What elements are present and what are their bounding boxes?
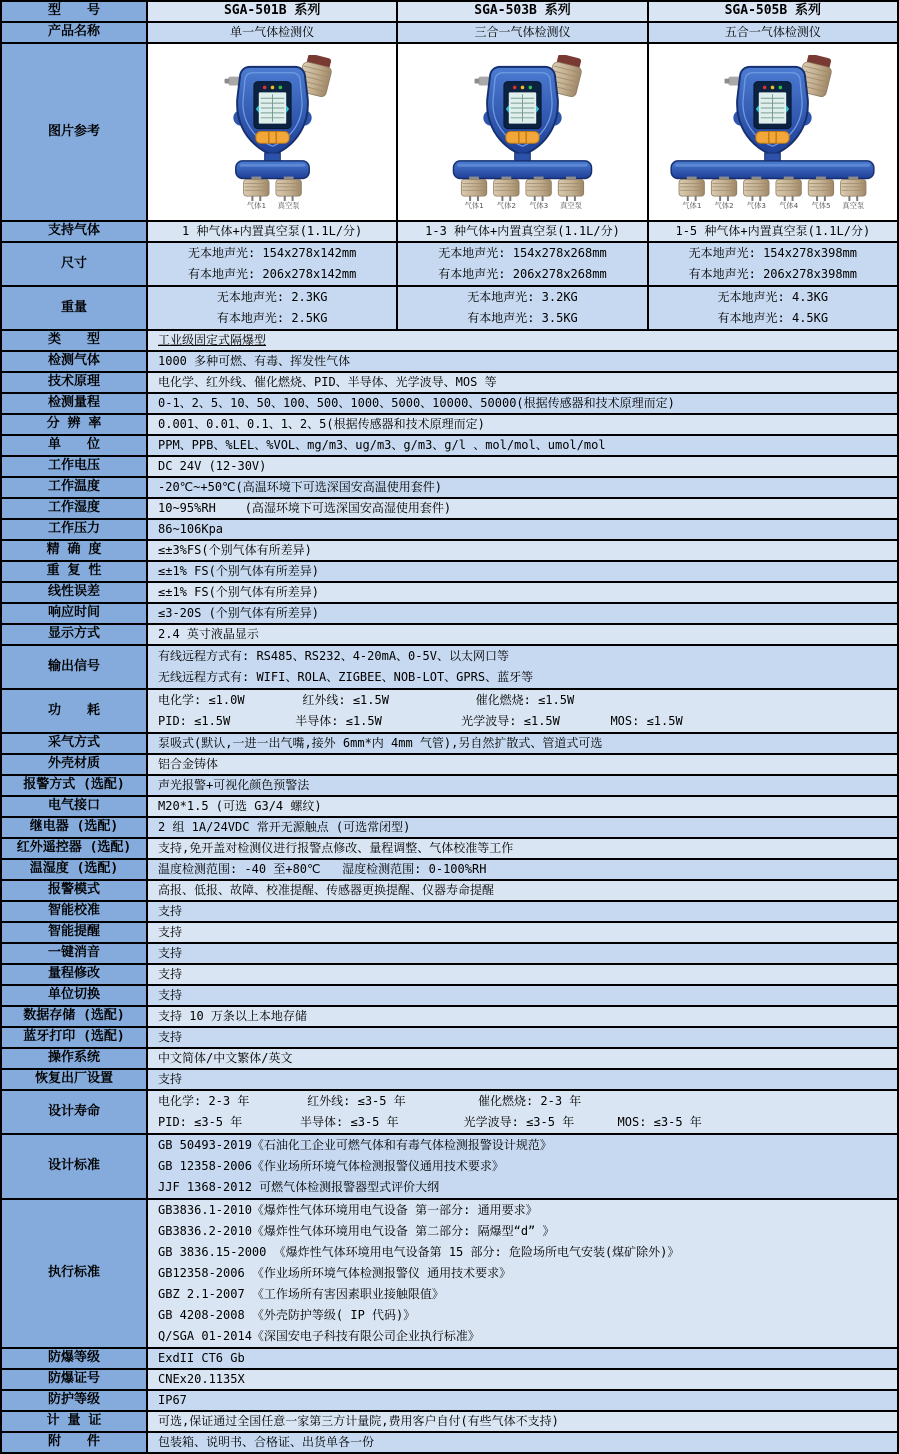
cell-text: IP67 xyxy=(158,1393,187,1407)
row-protection-grade xyxy=(2,1389,897,1410)
row-label-ir-remote-optional: 红外遥控器 (选配) xyxy=(2,839,148,858)
row-label-operating-system: 操作系统 xyxy=(2,1049,148,1068)
row-label-working-temperature: 工作温度 xyxy=(2,478,148,497)
row-alarm-modes xyxy=(2,879,897,900)
cell-text: SGA-501B 系列 xyxy=(223,3,321,19)
cell-alarm-modes xyxy=(148,881,897,900)
row-label-executive-standards: 执行标准 xyxy=(2,1200,148,1347)
row-label-model: 型 号 xyxy=(2,2,148,21)
row-label-unit: 单 位 xyxy=(2,436,148,455)
row-label-unit-switching: 单位切换 xyxy=(2,986,148,1005)
cell-text: GB3836.1-2010《爆炸性气体环境用电气设备 第一部分: 通用要求》 xyxy=(158,1203,538,1217)
cell-explosion-proof-cert xyxy=(148,1370,897,1389)
cell-explosion-proof-grade xyxy=(148,1349,897,1368)
cell-unit xyxy=(148,436,897,455)
device-image xyxy=(405,55,640,209)
cell-text: 无线远程方式有: WIFI、ROLA、ZIGBEE、NOB-LOT、GPRS、蓝牙等 xyxy=(158,670,534,684)
row-label-product-name: 产品名称 xyxy=(2,23,148,42)
device-part-label: 真空泵 xyxy=(842,200,865,209)
cell-text: 支持 xyxy=(158,988,183,1002)
row-label-dimensions: 尺寸 xyxy=(2,243,148,285)
device-part-label: 气体5 xyxy=(811,200,831,209)
row-label-measuring-range: 检测量程 xyxy=(2,394,148,413)
cell-text: ≤±3%FS(个别气体有所差异) xyxy=(158,543,312,557)
row-label-working-voltage: 工作电压 xyxy=(2,457,148,476)
device-image xyxy=(655,55,890,209)
cell-text: 10~95%RH (高湿环境下可选深国安高湿使用套件) xyxy=(158,501,452,515)
row-label-working-pressure: 工作压力 xyxy=(2,520,148,539)
cell-model-col3 xyxy=(649,2,897,21)
row-label-alarm-modes: 报警模式 xyxy=(2,881,148,900)
cell-text: 有本地声光: 4.5KG xyxy=(717,311,829,325)
cell-supported-gases-col3 xyxy=(649,222,897,241)
device-part-label: 气体2 xyxy=(714,200,734,209)
row-executive-standards xyxy=(2,1198,897,1347)
row-supported-gases xyxy=(2,220,897,241)
row-explosion-proof-cert xyxy=(2,1368,897,1389)
cell-electrical-interface xyxy=(148,797,897,816)
cell-range-modification xyxy=(148,965,897,984)
row-label-weight: 重量 xyxy=(2,287,148,329)
row-output-signal xyxy=(2,644,897,688)
row-label-image-reference: 图片参考 xyxy=(2,44,148,220)
cell-text: 86~106Kpa xyxy=(158,522,224,536)
cell-supported-gases-col1 xyxy=(148,222,398,241)
cell-text: 支持 xyxy=(158,925,183,939)
device-part-label: 气体3 xyxy=(529,200,549,209)
cell-text: 无本地声光: 3.2KG xyxy=(467,290,578,304)
row-product-name xyxy=(2,21,897,42)
cell-text: 有本地声光: 2.5KG xyxy=(216,311,328,325)
device-part-label: 气体1 xyxy=(246,200,266,209)
cell-design-standards xyxy=(148,1135,897,1198)
cell-text: 五合一气体检测仪 xyxy=(724,25,821,39)
cell-text: 2.4 英寸液晶显示 xyxy=(158,627,259,641)
cell-text: PPM、PPB、%LEL、%VOL、mg/m3、ug/m3、g/m3、g/l 、mol/mol、umol/mol xyxy=(158,438,606,452)
cell-design-life xyxy=(148,1091,897,1133)
cell-text: PID: ≤3-5 年 半导体: ≤3-5 年 光学波导: ≤3-5 年 MOS: ≤3-5 年 xyxy=(158,1115,702,1129)
cell-dimensions-col2 xyxy=(398,243,648,285)
cell-text: PID: ≤1.5W 半导体: ≤1.5W 光学波导: ≤1.5W MOS: ≤1.5W xyxy=(158,714,683,728)
row-image-reference xyxy=(2,42,897,220)
cell-text: 包装箱、说明书、合格证、出货单各一份 xyxy=(158,1435,375,1449)
cell-text: 铝合金铸体 xyxy=(158,757,219,771)
row-label-resolution: 分 辨 率 xyxy=(2,415,148,434)
cell-text: 无本地声光: 4.3KG xyxy=(717,290,829,304)
cell-power-consumption xyxy=(148,690,897,732)
cell-sampling-method xyxy=(148,734,897,753)
cell-supported-gases-col2 xyxy=(398,222,648,241)
row-electrical-interface xyxy=(2,795,897,816)
cell-dimensions-col3 xyxy=(649,243,897,285)
row-operating-system xyxy=(2,1047,897,1068)
row-model xyxy=(2,2,897,21)
cell-text: GBZ 2.1-2007 《工作场所有害因素职业接触限值》 xyxy=(158,1287,444,1301)
cell-text: 单一气体检测仪 xyxy=(230,25,315,39)
cell-text: ≤3-20S (个别气体有所差异) xyxy=(158,606,320,620)
cell-measuring-range xyxy=(148,394,897,413)
row-label-accessories: 附 件 xyxy=(2,1433,148,1452)
cell-text: -20℃~+50℃(高温环境下可选深国安高温使用套件) xyxy=(158,480,442,494)
cell-text: 有线远程方式有: RS485、RS232、4-20mA、0-5V、以太网口等 xyxy=(158,649,509,663)
cell-resolution xyxy=(148,415,897,434)
row-label-technology: 技术原理 xyxy=(2,373,148,392)
cell-text: 温度检测范围: -40 至+80℃ 湿度检测范围: 0-100%RH xyxy=(158,862,487,876)
row-working-humidity xyxy=(2,497,897,518)
cell-text: 可选,保证通过全国任意一家第三方计量院,费用客户自付(有些气体不支持) xyxy=(158,1414,559,1428)
row-bluetooth-printing-optional xyxy=(2,1026,897,1047)
row-working-pressure xyxy=(2,518,897,539)
cell-repeatability xyxy=(148,562,897,581)
cell-text: GB12358-2006 《作业场所环境气体检测报警仪 通用技术要求》 xyxy=(158,1266,512,1280)
device-part-label: 真空泵 xyxy=(559,200,582,209)
cell-technology xyxy=(148,373,897,392)
cell-text: SGA-503B 系列 xyxy=(474,3,571,19)
cell-text: 泵吸式(默认,一进一出气嘴,接外 6mm*内 4mm 气管),另自然扩散式、管道式可选 xyxy=(158,736,603,750)
cell-text: 支持 10 万条以上本地存储 xyxy=(158,1009,307,1023)
cell-text: 无本地声光: 154x278x268mm xyxy=(438,246,607,260)
row-sampling-method xyxy=(2,732,897,753)
row-label-output-signal: 输出信号 xyxy=(2,646,148,688)
device-part-label: 气体4 xyxy=(779,200,799,209)
cell-unit-switching xyxy=(148,986,897,1005)
cell-text: 高报、低报、故障、校准提醒、传感器更换提醒、仪器寿命提醒 xyxy=(158,883,495,897)
device-part-label: 气体2 xyxy=(496,200,516,209)
row-technology xyxy=(2,371,897,392)
cell-text: 1-5 种气体+内置真空泵(1.1L/分) xyxy=(675,224,871,238)
cell-smart-calibration xyxy=(148,902,897,921)
row-design-life xyxy=(2,1089,897,1133)
image-cell-2 xyxy=(398,44,648,220)
row-design-standards xyxy=(2,1133,897,1198)
cell-working-pressure xyxy=(148,520,897,539)
cell-text: 支持 xyxy=(158,1030,183,1044)
cell-text: 支持,免开盖对检测仪进行报警点修改、量程调整、气体校准等工作 xyxy=(158,841,514,855)
cell-smart-reminder xyxy=(148,923,897,942)
image-cell-3 xyxy=(649,44,897,220)
row-label-detected-gases: 检测气体 xyxy=(2,352,148,371)
cell-weight-col2 xyxy=(398,287,648,329)
row-power-consumption xyxy=(2,688,897,732)
cell-text: 支持 xyxy=(158,967,183,981)
row-factory-reset xyxy=(2,1068,897,1089)
cell-metrology-cert xyxy=(148,1412,897,1431)
device-part-label: 真空泵 xyxy=(277,200,300,209)
row-metrology-cert xyxy=(2,1410,897,1431)
cell-text: 0.001、0.01、0.1、1、2、5(根据传感器和技术原理而定) xyxy=(158,417,485,431)
cell-dimensions-col1 xyxy=(148,243,398,285)
device-part-label: 气体1 xyxy=(464,200,484,209)
row-label-display: 显示方式 xyxy=(2,625,148,644)
row-data-storage-optional xyxy=(2,1005,897,1026)
cell-text: 0-1、2、5、10、50、100、500、1000、5000、10000、50000(根据传感器和技术原理而定) xyxy=(158,396,675,410)
cell-display xyxy=(148,625,897,644)
cell-weight-col3 xyxy=(649,287,897,329)
device-image xyxy=(155,55,390,209)
row-resolution xyxy=(2,413,897,434)
row-label-type: 类 型 xyxy=(2,331,148,350)
row-working-temperature xyxy=(2,476,897,497)
row-unit-switching xyxy=(2,984,897,1005)
row-repeatability xyxy=(2,560,897,581)
image-cell-1 xyxy=(148,44,398,220)
cell-text: GB 4208-2008 《外壳防护等级( IP 代码)》 xyxy=(158,1308,416,1322)
cell-text: 有本地声光: 206x278x142mm xyxy=(187,267,357,281)
row-label-one-key-mute: 一键消音 xyxy=(2,944,148,963)
cell-model-col2 xyxy=(398,2,648,21)
row-label-smart-calibration: 智能校准 xyxy=(2,902,148,921)
cell-text: 1000 多种可燃、有毒、挥发性气体 xyxy=(158,354,351,368)
row-alarm-mode-optional xyxy=(2,774,897,795)
row-explosion-proof-grade xyxy=(2,1347,897,1368)
row-label-repeatability: 重 复 性 xyxy=(2,562,148,581)
row-display xyxy=(2,623,897,644)
cell-text: 电化学: 2-3 年 红外线: ≤3-5 年 催化燃烧: 2-3 年 xyxy=(158,1094,582,1108)
row-label-accuracy: 精 确 度 xyxy=(2,541,148,560)
cell-linearity-error xyxy=(148,583,897,602)
cell-relay-optional xyxy=(148,818,897,837)
cell-text: CNEx20.1135X xyxy=(158,1372,245,1386)
cell-text: 有本地声光: 206x278x398mm xyxy=(688,267,857,281)
row-accuracy xyxy=(2,539,897,560)
cell-operating-system xyxy=(148,1049,897,1068)
row-detected-gases xyxy=(2,350,897,371)
row-label-protection-grade: 防护等级 xyxy=(2,1391,148,1410)
cell-text: 支持 xyxy=(158,904,183,918)
row-linearity-error xyxy=(2,581,897,602)
row-working-voltage xyxy=(2,455,897,476)
row-label-design-standards: 设计标准 xyxy=(2,1135,148,1198)
cell-executive-standards xyxy=(148,1200,897,1347)
row-ir-remote-optional xyxy=(2,837,897,858)
cell-text: GB 12358-2006《作业场所环境气体检测报警仪通用技术要求》 xyxy=(158,1159,504,1173)
cell-protection-grade xyxy=(148,1391,897,1410)
device-part-label: 气体1 xyxy=(682,200,702,209)
cell-text: 支持 xyxy=(158,1072,183,1086)
cell-text: 1 种气体+内置真空泵(1.1L/分) xyxy=(182,224,363,238)
cell-text: M20*1.5 (可选 G3/4 螺纹) xyxy=(158,799,322,813)
cell-factory-reset xyxy=(148,1070,897,1089)
cell-housing-material xyxy=(148,755,897,774)
cell-one-key-mute xyxy=(148,944,897,963)
cell-text: 有本地声光: 3.5KG xyxy=(467,311,578,325)
cell-product-name-col2 xyxy=(398,23,648,42)
cell-text: 工业级固定式隔爆型 xyxy=(158,333,267,347)
cell-bluetooth-printing-optional xyxy=(148,1028,897,1047)
cell-text: 支持 xyxy=(158,946,183,960)
cell-text: ≤±1% FS(个别气体有所差异) xyxy=(158,585,320,599)
row-range-modification xyxy=(2,963,897,984)
cell-output-signal xyxy=(148,646,897,688)
row-label-temp-humidity-optional: 温湿度 (选配) xyxy=(2,860,148,879)
cell-text: 声光报警+可视化颜色预警法 xyxy=(158,778,310,792)
cell-product-name-col1 xyxy=(148,23,398,42)
row-label-design-life: 设计寿命 xyxy=(2,1091,148,1133)
cell-text: 电化学、红外线、催化燃烧、PID、半导体、光学波导、MOS 等 xyxy=(158,375,497,389)
row-relay-optional xyxy=(2,816,897,837)
row-temp-humidity-optional xyxy=(2,858,897,879)
row-type xyxy=(2,329,897,350)
cell-text: GB 50493-2019《石油化工企业可燃气体和有毒气体检测报警设计规范》 xyxy=(158,1138,552,1152)
row-label-data-storage-optional: 数据存储 (选配) xyxy=(2,1007,148,1026)
row-unit xyxy=(2,434,897,455)
device-part-label: 气体3 xyxy=(747,200,767,209)
row-label-electrical-interface: 电气接口 xyxy=(2,797,148,816)
cell-text: JJF 1368-2012 可燃气体检测报警器型式评价大纲 xyxy=(158,1180,440,1194)
cell-temp-humidity-optional xyxy=(148,860,897,879)
cell-type xyxy=(148,331,897,350)
row-dimensions xyxy=(2,241,897,285)
cell-ir-remote-optional xyxy=(148,839,897,858)
cell-text: 2 组 1A/24VDC 常开无源触点 (可选常闭型) xyxy=(158,820,411,834)
cell-text: DC 24V (12-30V) xyxy=(158,459,267,473)
cell-data-storage-optional xyxy=(148,1007,897,1026)
cell-text: 三合一气体检测仪 xyxy=(474,25,571,39)
row-label-response-time: 响应时间 xyxy=(2,604,148,623)
cell-text: Q/SGA 01-2014《深国安电子科技有限公司企业执行标准》 xyxy=(158,1329,480,1343)
row-label-factory-reset: 恢复出厂设置 xyxy=(2,1070,148,1089)
cell-text: ExdII CT6 Gb xyxy=(158,1351,245,1365)
row-label-working-humidity: 工作湿度 xyxy=(2,499,148,518)
cell-weight-col1 xyxy=(148,287,398,329)
cell-detected-gases xyxy=(148,352,897,371)
cell-product-name-col3 xyxy=(649,23,897,42)
cell-accuracy xyxy=(148,541,897,560)
row-housing-material xyxy=(2,753,897,774)
cell-working-humidity xyxy=(148,499,897,518)
row-accessories xyxy=(2,1431,897,1452)
cell-accessories xyxy=(148,1433,897,1452)
row-label-explosion-proof-grade: 防爆等级 xyxy=(2,1349,148,1368)
row-smart-calibration xyxy=(2,900,897,921)
row-label-explosion-proof-cert: 防爆证号 xyxy=(2,1370,148,1389)
cell-text: 有本地声光: 206x278x268mm xyxy=(438,267,607,281)
cell-working-voltage xyxy=(148,457,897,476)
cell-text: ≤±1% FS(个别气体有所差异) xyxy=(158,564,320,578)
row-weight xyxy=(2,285,897,329)
row-label-linearity-error: 线性误差 xyxy=(2,583,148,602)
cell-text: 无本地声光: 154x278x142mm xyxy=(187,246,357,260)
cell-text: GB3836.2-2010《爆炸性气体环境用电气设备 第二部分: 隔爆型“d” 》 xyxy=(158,1224,555,1238)
cell-text: SGA-505B 系列 xyxy=(724,3,822,19)
cell-model-col1 xyxy=(148,2,398,21)
row-label-range-modification: 量程修改 xyxy=(2,965,148,984)
cell-text: 无本地声光: 2.3KG xyxy=(216,290,328,304)
row-label-relay-optional: 继电器 (选配) xyxy=(2,818,148,837)
cell-text: GB 3836.15-2000 《爆炸性气体环境用电气设备第 15 部分: 危险场所电气安装(煤矿除外)》 xyxy=(158,1245,680,1259)
row-label-metrology-cert: 计 量 证 xyxy=(2,1412,148,1431)
row-response-time xyxy=(2,602,897,623)
row-label-power-consumption: 功 耗 xyxy=(2,690,148,732)
cell-response-time xyxy=(148,604,897,623)
row-label-sampling-method: 采气方式 xyxy=(2,734,148,753)
row-label-bluetooth-printing-optional: 蓝牙打印 (选配) xyxy=(2,1028,148,1047)
row-one-key-mute xyxy=(2,942,897,963)
row-label-alarm-mode-optional: 报警方式 (选配) xyxy=(2,776,148,795)
row-label-smart-reminder: 智能提醒 xyxy=(2,923,148,942)
cell-text: 无本地声光: 154x278x398mm xyxy=(688,246,857,260)
cell-text: 1-3 种气体+内置真空泵(1.1L/分) xyxy=(425,224,620,238)
cell-text: 电化学: ≤1.0W 红外线: ≤1.5W 催化燃烧: ≤1.5W xyxy=(158,693,575,707)
row-smart-reminder xyxy=(2,921,897,942)
cell-alarm-mode-optional xyxy=(148,776,897,795)
row-measuring-range xyxy=(2,392,897,413)
cell-working-temperature xyxy=(148,478,897,497)
cell-text: 中文简体/中文繁体/英文 xyxy=(158,1051,293,1065)
row-label-supported-gases: 支持气体 xyxy=(2,222,148,241)
row-label-housing-material: 外壳材质 xyxy=(2,755,148,774)
